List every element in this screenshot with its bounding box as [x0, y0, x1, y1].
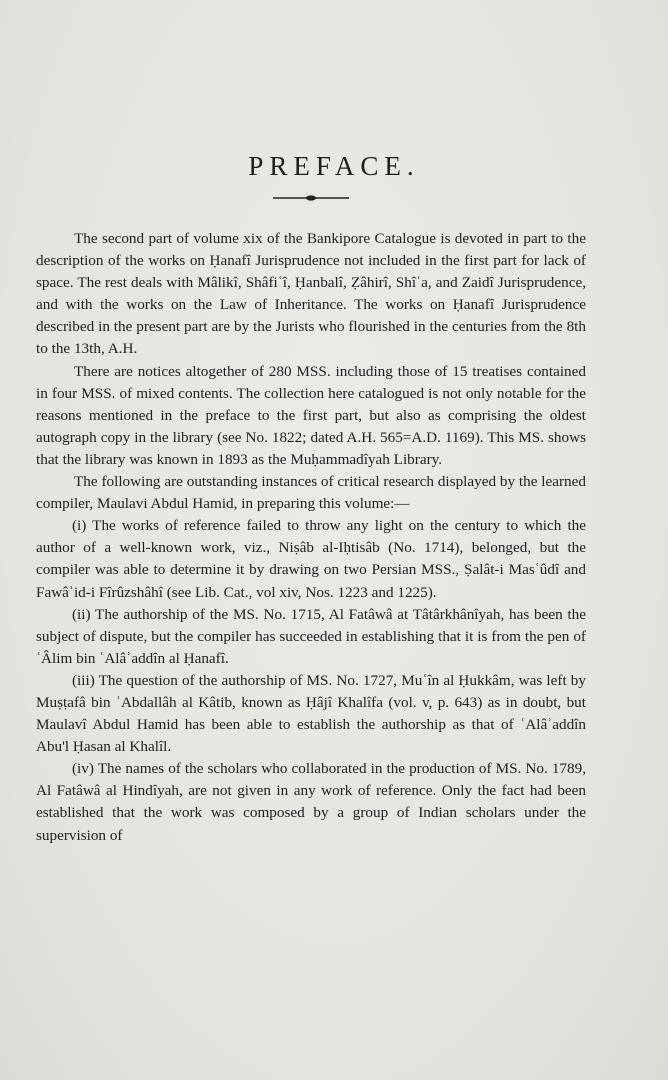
paragraph-intro: The second part of volume xix of the Bankipore Catalogue is devoted in part to the description of the works on Ḥanafî Jurisprudence not included in the first part for lack of space. The rest deals with Mâlikî, Shâfiʿî, Ḥanbalî, Ẓâhirî, Shîʿa, and Zaidî Jurisprudence, and with the works on the Law of Inheritance. The works on Ḥanafî Jurisprudence described in the present part are by the Jurists who flourished in the centuries from the 8th to the 13th, A.H. — [36, 230, 586, 358]
page-title: PREFACE. — [248, 151, 420, 182]
title-ornament — [273, 194, 349, 202]
paragraph-instances: The following are outstanding instances of critical research displayed by the learned compiler, Maulavi Abdul Hamid, in preparing this volume:— — [36, 473, 586, 513]
preface-body — [36, 228, 586, 847]
list-item-iii: (iii) The question of the authorship of MS. No. 1727, Muʿîn al Ḥukkâm, was left by Muṣṭafâ bin ʿAbdallâh al Kâtib, known as Ḥâjî Khalîfa (vol. v, p. 643) as in doubt, but Maulavî Abdul Hamid has been able to establish the authorship as that of ʿAlâʾaddîn Abu'l Ḥasan al Khalîl. — [36, 671, 586, 756]
paragraph-notices: There are notices altogether of 280 MSS. including those of 15 treatises contained in four MSS. of mixed contents. The collection here catalogued is not only notable for the reasons mentioned in the preface to the first part, but also as comprising the oldest autograph copy in the library (see No. 1822; dated A.H. 565=A.D. 1169). This MS. shows that the library was known in 1893 as the Muḥammadîyah Library. — [36, 362, 586, 468]
list-item-iv: (iv) The names of the scholars who collaborated in the production of MS. No. 1789, Al Fatâwâ al Hindîyah, are not given in any work of reference. Only the fact had been established that the work was composed by a group of Indian scholars under the supervision of — [36, 760, 586, 844]
list-item-i: (i) The works of reference failed to throw any light on the century to which the author of a well-known work, viz., Niṣâb al-Iḥtisâb (No. 1714), belonged, but the compiler was able to determine it by drawing on two Persian MSS., Ṣalât-i Masʿûdî and Fawâʾid-i Fîrûzshâhî (see Lib. Cat., vol xiv, Nos. 1223 and 1225). — [36, 517, 586, 601]
list-item-ii: (ii) The authorship of the MS. No. 1715, Al Fatâwâ at Tâtârkhânîyah, has been the subject of dispute, but the compiler has succeeded in establishing that it is from the pen of ʿÂlim bin ʿAlâʾaddîn al Ḥanafî. — [36, 605, 586, 667]
